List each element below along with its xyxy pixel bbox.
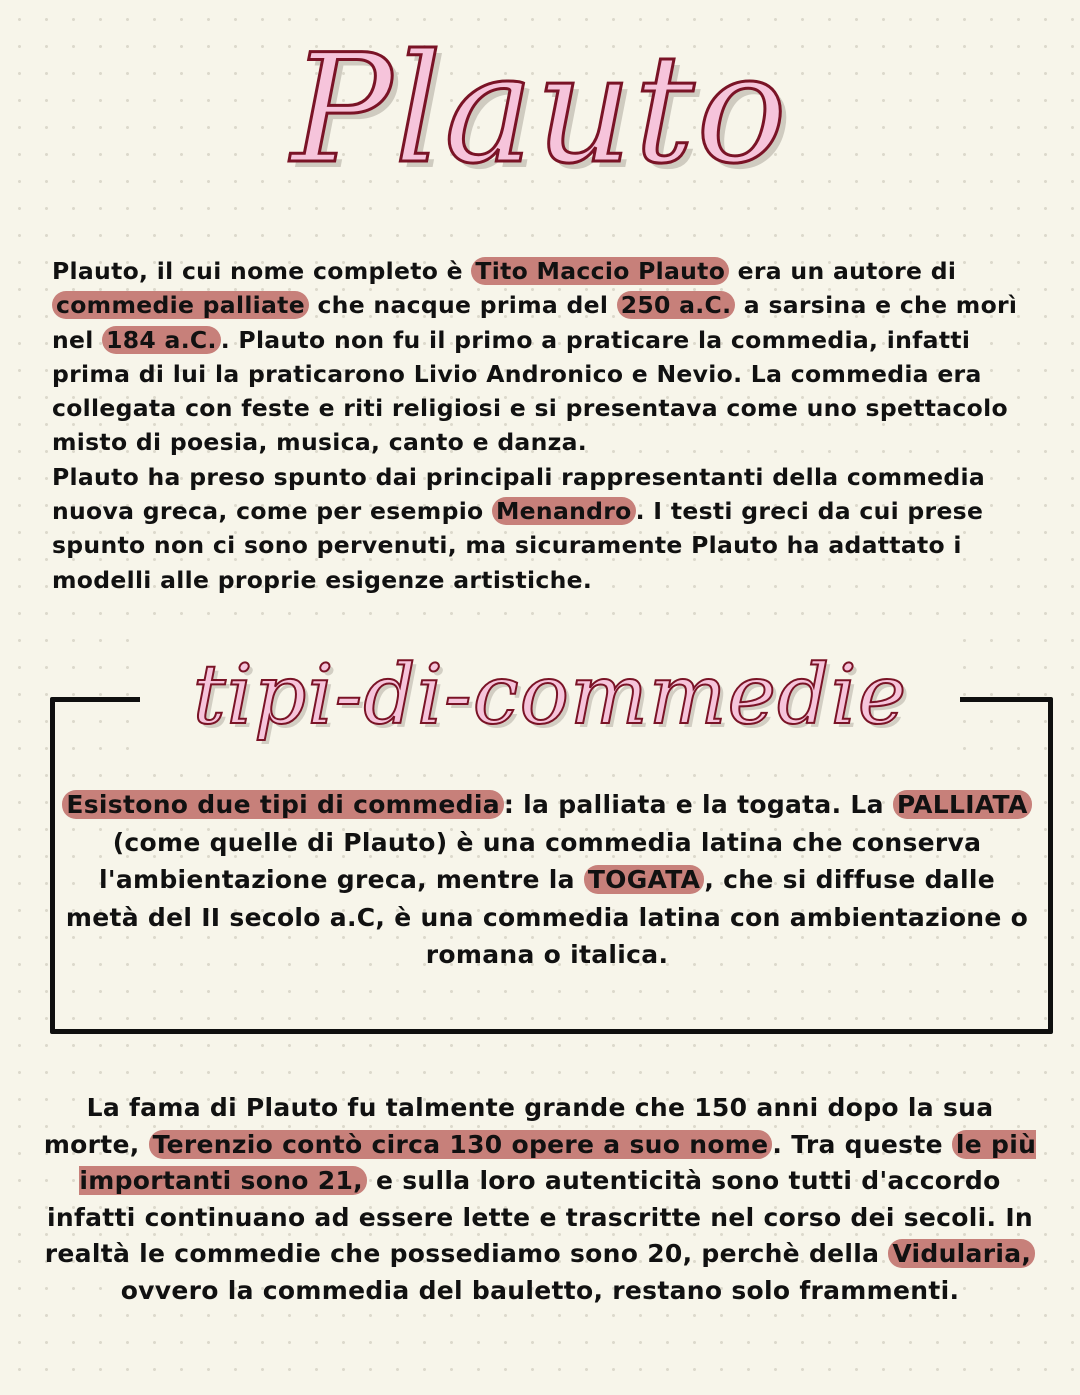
highlight-death-year: 184 a.C. <box>102 326 221 354</box>
highlight-palliata: PALLIATA <box>893 790 1032 819</box>
highlight-commedie-palliate: commedie palliate <box>52 291 309 319</box>
fame-text: La fama di Plauto fu talmente grande che 150 anni dopo la sua morte, <box>43 1093 994 1159</box>
types-text: : la palliata e la togata. La <box>503 790 893 819</box>
fame-text: ovvero la commedia del bauletto, restano solo frammenti. <box>120 1275 960 1305</box>
page-title: Plauto <box>291 23 789 197</box>
highlight-21-commedie: le più importanti sono 21, <box>79 1129 1037 1196</box>
intro-text: Plauto, il cui nome completo è <box>52 257 472 285</box>
fame-paragraph <box>40 1090 1040 1310</box>
highlight-vidularia: Vidularia, <box>888 1239 1035 1268</box>
fame-text: . Tra queste <box>772 1129 952 1159</box>
types-paragraph <box>62 786 1032 974</box>
intro-text: che nacque prima del <box>308 291 617 320</box>
highlight-full-name: Tito Maccio Plauto <box>471 257 729 285</box>
highlight-due-tipi: Esistono due tipi di commedia <box>62 790 504 819</box>
highlight-menandro: Menandro <box>492 497 636 525</box>
types-text: (come quelle di Plauto) è una commedia latina che conserva l'ambientazione greca, mentre la <box>99 827 982 894</box>
highlight-birth-year: 250 a.C. <box>617 291 736 319</box>
highlight-togata: TOGATA <box>584 865 705 894</box>
intro-paragraph <box>52 254 1042 597</box>
highlight-terenzio: Terenzio contò circa 130 opere a suo nome <box>149 1130 773 1159</box>
intro-text: a sarsina e che morì nel <box>52 291 1018 354</box>
intro-text: era un autore di <box>729 257 957 285</box>
intro-text: . I testi greci da cui prese spunto non ci sono pervenuti, ma sicuramente Plauto ha adattato i modelli alle proprie esigenze artistiche. <box>52 497 984 594</box>
intro-text: Plauto ha preso spunto dai principali rappresentanti della commedia nuova greca, come per esempio <box>52 462 986 526</box>
section-title-tipi-di-commedie: tipi-di-commedie <box>140 636 960 756</box>
fame-text: e sulla loro autenticità sono tutti d'accordo infatti continuano ad essere lette e trascritte nel corso dei secoli. In realtà le commedie che possediamo sono 20, perchè della <box>44 1166 1034 1269</box>
intro-text: . Plauto non fu il primo a praticare la commedia, infatti prima di lui la praticarono Livio Andronico e Nevio. La commedia era collegata con feste e riti religiosi e si presentava come uno spettacolo misto di poesia, musica, canto e danza. <box>52 325 1008 457</box>
types-text: , che si diffuse dalle metà del II secolo a.C, è una commedia latina con ambientazione o romana o italica. <box>65 865 1029 969</box>
